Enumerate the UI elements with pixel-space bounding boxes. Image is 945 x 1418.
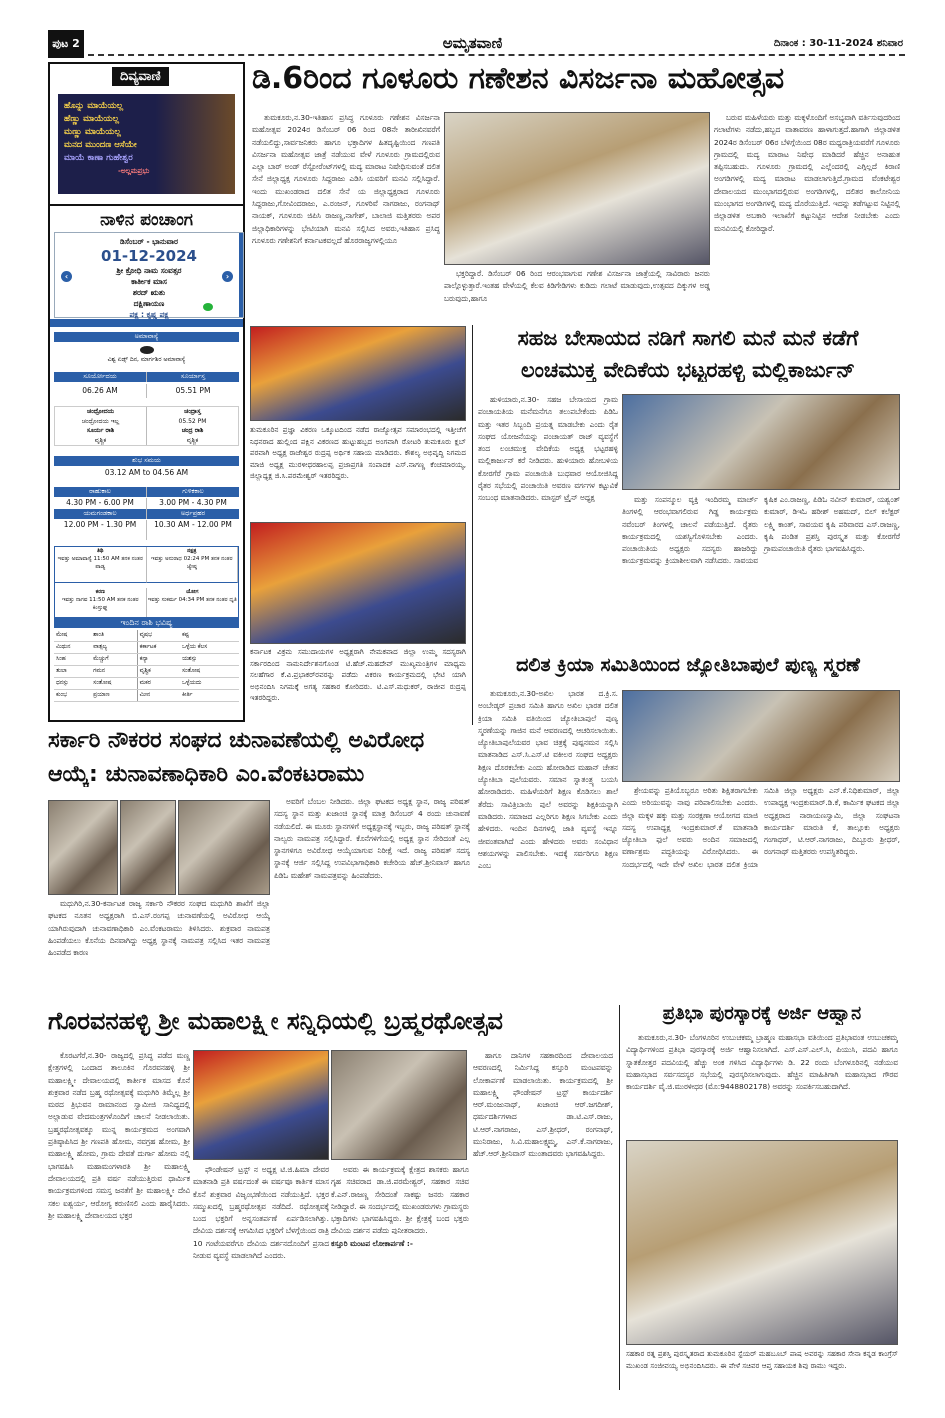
story5-text: ಫೌಂಡೇಷನ್ ಟ್ರಸ್ಟ್ ನ ಅಧ್ಯಕ್ಷ ಟಿ.ಜಿ.ಹಿಮಾ ದೇವರ ಮಾತನಾಡಿ ಪ್ರತಿ ವರ್ಷದಂತೆ ಈ ವರ್ಷವೂ ಕಾರ್ತಿಕ ಮಾಸ ಕೊನೆ ಶುಕ್ರವಾರ ವಿಜೃಂಭಣೆಯಿಂದ ನಡೆಯುತ್ತಿದೆ. ಭಕ್ತರ ಸಮ್ಮುಖದಲ್ಲಿ ಬ್ರಹ್ಮರಥೋತ್ಸವ ನಡೆದಿದೆ. ರಥೋತ್ಸವಕ್ಕೆ ಬಂದ ಭಕ್ತರಿಗೆ ಅನ್ನಸಂತರ್ಪಣೆ ಏರ್ಪಡಿಸಲಾಗಿತ್ತು. ದೇವಿಯ ದರ್ಶನಕ್ಕೆ ಆಗಮಿಸಿದ ಭಕ್ತರಿಗೆ ಬೆಳಗ್ಗೆಯಿಂದ ರಾತ್ರಿ 10 ಗಂಟೆಯವರೆಗೂ ದೇವಿಯ ದರ್ಶನದೊಂದಿಗೆ ಪ್ರಸಾದ ನೀಡುವ ವ್ಯವಸ್ಥೆ ಮಾಡಲಾಗಿದೆ ಎಂದರು. [193,1165,329,1261]
rashi-cell: ಸಂತೋಷ [180,666,239,678]
temple-photo [193,1050,329,1160]
shubha-label: ಶುಭ ಸಮಯ [132,456,161,464]
rashi-cell: ಗಮನ [91,666,137,678]
yoga: ಇವತ್ತು ಸುಕರ್ಮ 04:34 PM ತನಕ ನಂತರ ಧೃತಿ [147,597,237,603]
rashi-title: ಇಂದಿನ ರಾಶಿ ಭವಿಷ್ಯ [54,618,239,628]
column-rule [619,1005,620,1390]
rashi-row [54,654,239,666]
sunset-label: ಸೂರ್ಯಾಸ್ತ [180,372,206,380]
story4-col2 [274,796,470,1000]
rashi-table [54,630,239,702]
headline-dalita: ದಲಿತ ಕ್ರಿಯಾ ಸಮಿತಿಯಿಂದ ಜ್ಯೋತಿಬಾಪುಲೆ ಪುಣ್ಯ ಸ್ಮರಣೆ [516,655,860,676]
rashi-row [54,642,239,654]
ritu: ಶರದ್ ಋತು [132,288,166,297]
rashi-cell: ಒಳ್ಳೆಯದು [180,678,239,690]
award-photo [250,326,466,421]
headline-ganesha: ಡಿ.6ರಿಂದ ಗೂಳೂರು ಗಣೇಶನ ವಿಸರ್ಜನಾ ಮಹೋತ್ಸವ [252,62,785,96]
quote-line: ಹೊನ್ನು ಮಾಯೆಯಲ್ಲ [64,101,124,111]
story6-body [626,1032,898,1136]
rashi-cell: ಕರ್ಕಾಟಕ [137,642,180,654]
karana-label: ಕರಣ [95,589,105,595]
nakshatra-label: ನಕ್ಷತ್ರ [187,548,197,554]
tithi: ಇವತ್ತು ಅಮಾವಾಸ್ಯೆ 11:50 AM ತನಕ ನಂತರ ಪಾಡ್ಯ [57,556,143,570]
karana: ಇವತ್ತು ನಾಗವ 11:50 AM ತನಕ ನಂತರ ಕಿಂಸ್ತುಘ್ನ [61,597,139,611]
rahu-label: ರಾಹುಕಾಲ [54,487,147,497]
paksha: ಪಕ್ಷ : ಕೃಷ್ಣ ಪಕ್ಷ [129,310,169,319]
rahu-time: 4.30 PM - 6.00 PM [54,498,147,509]
headline-rathotsava: ಗೊರವನಹಳ್ಳಿ ಶ್ರೀ ಮಹಾಲಕ್ಷ್ಮೀ ಸನ್ನಿಧಿಯಲ್ಲಿ ಬ್ರಹ್ಮರಥೋತ್ಸವ [48,1008,503,1035]
story1-text: ತುಮಕೂರು,ನ.30-ಇತಿಹಾಸ ಪ್ರಸಿದ್ಧ ಗೂಳೂರು ಗಣೇಶನ ವಿಸರ್ಜನಾ ಮಹೋತ್ಸವ 2024ರ ಡಿಸೆಂಬರ್ 06 ರಿಂದ 08ನೇ ತಾರೀಖಿನವರೆಗೆ ನಡೆಯಲಿದ್ದು,ಸಾರ್ವಜನಿಕರು ಹಾಗೂ ಭಕ್ತಾದಿಗಳ ಹಿತದೃಷ್ಟಿಯಿಂದ ಗಣಪತಿ ವಿಸರ್ಜನಾ ಮಹೋತ್ಸವ ಜಾತ್ರೆ ನಡೆಯುವ ವೇಳೆ ಗೂಳೂರು ಗ್ರಾಮದಲ್ಲಿರುವ ಎಲ್ಲಾ ಬಾರ್ ಅಂಡ್ ರೆಸ್ಟೋರೆಂಟ್‌ಗಳಲ್ಲಿ ಮದ್ಯ ಮಾರಾಟ ನಿಷೇಧಿಸುವಂತೆ ದಲಿತ ಸೇನೆ ಜಿಲ್ಲಾಧ್ಯಕ್ಷ ಗೂಳೂರು ಸಿದ್ದರಾಜು ಎಡಿಸಿ ಯವರಿಗೆ ಮನವಿ ಸಲ್ಲಿಸಿದ್ದಾರೆ. ಇಂದು ಮುಖಂಡರಾದ ದಲಿತ ಸೇನೆ ಯ ಜಿಲ್ಲಾಧ್ಯಕ್ಷರಾದ ಗೂಳೂರು ಸಿದ್ದರಾಜು,ಗೋವಿಂದರಾಜು, ಎ.ರಂಜನ್, ಗೂಳರಿವೆ ನಾಗರಾಜು, ರಂಗನಾಥ್ ನಾಯಕ್, ಗೂಳೂರು ಜಿಪಿಸಿ ರಾಜಣ್ಣ,ನಾಗೇಶ್, ಬಾಲಾಜಿ ಮತ್ತಿತರರು ಅಪರ ಜಿಲ್ಲಾಧಿಕಾರಿಗಳನ್ನು ಭೇಟಿಯಾಗಿ ಮನವಿ ಸಲ್ಲಿಸಿದ ಅವರು,ಇತಿಹಾಸ ಪ್ರಸಿದ್ಧ ಗೂಳೂರು ಗಣೇಶನಿಗೆ ಕರ್ನಾಟಕವಲ್ಲದೆ ಹೊರರಾಜ್ಯಗಳಲ್ಲಿಯೂ [252,113,440,245]
story1-photo [444,112,710,265]
sunrise-time: 06.26 AM [54,384,147,398]
story4-text: ಅವರಿಗೆ ಬೆಂಬಲ ನೀಡಿದರು. ಜಿಲ್ಲಾ ಘಟಕದ ಅಧ್ಯಕ್ಷ ಸ್ಥಾನ, ರಾಜ್ಯ ಪರಿಷತ್ ಸದಸ್ಯ ಸ್ಥಾನ ಮತ್ತು ಖಜಾಂಚಿ ಸ್ಥಾನಕ್ಕೆ ಮಾತ್ರ ಡಿಸೆಂಬರ್ 4 ರಂದು ಚುನಾವಣೆ ನಡೆಯಲಿದೆ. ಈ ಮೂರು ಸ್ಥಾನಗಳಿಗೆ ಅಧ್ಯಕ್ಷಸ್ಥಾನಕ್ಕೆ ಇಬ್ಬರು, ರಾಜ್ಯ ಪರಿಷತ್ ಸ್ಥಾನಕ್ಕೆ ನಾಲ್ವರು ನಾಮಪತ್ರ ಸಲ್ಲಿಸಿದ್ದಾರೆ. ಕೊನೆಗಳಿಗೆಯಲ್ಲಿ ಅಧ್ಯಕ್ಷ ಸ್ಥಾನ ಸೇರಿದಂತೆ ಎಲ್ಲ ಸ್ಥಾನಗಳಿಗೂ ಅವಿರೋಧ ಆಯ್ಕೆಯಾಗುವ ನಿರೀಕ್ಷೆ ಇದೆ. ರಾಜ್ಯ ಪರಿಷತ್ ಸದಸ್ಯ ಸ್ಥಾನಕ್ಕೆ ಆರ್ಜಿ ಸಲ್ಲಿಸಿದ್ದ ಉಪವಿಭಾಗಾಧಿಕಾರಿ ಕಚೇರಿಯ ಹೆಚ್.ಶ್ರೀನಿವಾಸ್ ಹಾಗೂ ಪಿಡಿಓ ಮಹೇಶ್ ನಾಮಪತ್ರವನ್ನು ಹಿಂಪಡೆದರು. [274,797,470,880]
rashi-cell: ತುಲಾ [54,666,91,678]
yama-time: 12.00 PM - 1.30 PM [54,520,147,540]
panchanga-title: ನಾಳಿನ ಪಂಚಾಂಗ [50,204,243,230]
rathotsava-photo [331,1050,467,1160]
story4-text: ಮಧುಗಿರಿ,ನ.30-ಕರ್ನಾಟಕ ರಾಜ್ಯ ಸರ್ಕಾರಿ ನೌಕರರ ಸಂಘದ ಮಧುಗಿರಿ ಶಾಖೆಗೆ ಜಿಲ್ಲಾ ಘಟಕದ ನೂತನ ಅಧ್ಯಕ್ಷರಾಗಿ ಬಿ.ಎಸ್.ರಂಗಪ್ಪ ಚುನಾವಣೆಯಲ್ಲಿ ಅವಿರೋಧ ಆಯ್ಕೆ ಯಾಗಿರುವುದಾಗಿ ಚುನಾವಣಾಧಿಕಾರಿ ಎಂ.ವೆಂಕಟರಾಮು ತಿಳಿಸಿದರು. ಶುಕ್ರವಾರ ನಾಮಪತ್ರ ಹಿಂಪಡೆಯಲು ಕೊನೆಯ ದಿನವಾಗಿದ್ದು ಅಧ್ಯಕ್ಷ ಸ್ಥಾನಕ್ಕೆ ನಾಮಪತ್ರ ಸಲ್ಲಿಸಿದ ಇತರ ನಾಮಪತ್ರ ಹಿಂಪಡೆದ ಕಾರಣ [48,899,270,958]
shubha-value: 03.12 AM to 04.56 AM [104,468,189,477]
rashi-cell: ಒಳ್ಳೆಯ ಕೆಲಸ [180,642,239,654]
headline-election-2: ಆಯ್ಕೆ: ಚುನಾವಣಾಧಿಕಾರಿ ಎಂ.ವೆಂಕಟರಾಮು [48,762,365,787]
issue-date: ದಿನಾಂಕ : 30-11-2024 ಶನಿವಾರ [773,38,903,49]
chandra-rashi: ವೃಶ್ಚಿಕ [186,436,199,444]
moon-rashi-box [54,406,239,446]
surya-rashi-label: ಸೂರ್ಯ ರಾಶಿ [86,427,115,434]
rashi-cell: ಸಂತೋಷ [91,678,137,690]
sun-header [54,372,239,382]
rashi-cell: ಮಕರ [137,678,180,690]
ardhaprahara-label: ಅರ್ಧಪ್ರಹರ [180,509,206,517]
story5-text: ಹಾಗೂ ದಾನಿಗಳ ಸಹಕಾರದಿಂದ ದೇವಾಲಯದ ಆವರಣದಲ್ಲಿ ನಿರ್ಮಿಸಿದ್ದ ಕಸ್ತೂರಿ ಮಂಟಪವನ್ನು ಲೋಕಾರ್ಪಣೆ ಮಾಡಲಾಯಿತು. ಕಾರ್ಯಕ್ರಮದಲ್ಲಿ ಶ್ರೀ ಮಹಾಲಕ್ಷ್ಮಿ ಫೌಂಡೇಷನ್ ಟ್ರಸ್ಟ್ ಕಾರ್ಯದರ್ಶಿ ಆರ್.ಮಂಜುನಾಥ್, ಖಜಾಂಚಿ ಆರ್.ಜಗದೀಶ್, ಧರ್ಮದರ್ಶಿಗಳಾದ ಡಾ.ಟಿ.ಎಸ್.ರಾಜು, ಟಿ.ಆರ್.ನಾಗರಾಜು, ಎಸ್.ಶ್ರೀಧರ್, ರಂಗನಾಥ್, ಮುನಿರಾಜು, ಸಿ.ವಿ.ಮಹಾಲಕ್ಷ್ಮಮ್ಮ, ಎನ್.ಕೆ.ನಾಗರಾಜು, ಹೆಚ್.ಆರ್.ಶ್ರೀನಿವಾಸ್ ಮುಂತಾದವರು ಭಾಗವಹಿಸಿದ್ದರು. [473,1051,613,1159]
column-rule [472,325,473,725]
gulika-label: ಗುಳಿಕಕಾಲ [182,487,204,495]
story5-col4 [473,1050,613,1390]
story3-col1 [478,688,618,996]
rashi-cell: ಮೆಚ್ಚುಗೆ [91,654,137,666]
headline-sahaja-2: ಲಂಚಮುಕ್ತ ವೇದಿಕೆಯ ಭಟ್ಟರಹಳ್ಳಿ ಮಲ್ಲಿಕಾರ್ಜುನ್ [521,358,855,382]
moonset: 05.52 PM [178,417,207,425]
shubha-time [54,468,239,480]
story5-text: ಕೊರಟಗೆರೆ,ನ.30- ರಾಜ್ಯದಲ್ಲಿ ಪ್ರಸಿದ್ಧ ಪಡೆದ ಮಣ್ಣ ಕ್ಷೇತ್ರಗಳಲ್ಲಿ ಒಂದಾದ ತಾಲೂಕಿನ ಗೊರವನಹಳ್ಳಿ ಶ್ರೀ ಮಹಾಲಕ್ಷ್ಮೀ ದೇವಾಲಯದಲ್ಲಿ ಕಾರ್ತೀಕ ಮಾಸದ ಕೊನೆ ಶುಕ್ರವಾರ ನಡೆದ ಬ್ರಹ್ಮ ರಥೋತ್ಸವಕ್ಕೆ ಮಧುಗಿರಿ ತಿಮ್ಮೆಲ್ಲ ಶ್ರೀ ಮಠದ ತ್ರಿಭುವನ ರಾಮಾನಂದ ಸ್ವಾಮೀಜಿ ಸಾನಿಧ್ಯದಲ್ಲಿ ಅಲ್ಲಾಡುವ ವೇದಮಂತ್ರಗಳೊಂದಿಗೆ ಚಾಲನೆ ನೀಡಲಾಯಿತು. ಬ್ರಹ್ಮರಥೋತ್ಸವಕ್ಕೂ ಮುನ್ನ ಕಾರ್ಯಕ್ರಮದ ಅಂಗವಾಗಿ ಪ್ರತಿಷ್ಠಾಪಿಸಿದ ಶ್ರೀ ಗಣಪತಿ ಹೋಮ, ನವಗ್ರಹ ಹೋಮ, ಶ್ರೀ ಮಹಾಲಕ್ಷ್ಮಿ ಹೋಮ, ಗ್ರಾಮ ದೇವತೆ ದುರ್ಗಾ ಹೋಮ ನಲ್ಲಿ ಭಾಗವಹಿಸಿ ಮಹಾಮಂಗಳಾರತಿ ಶ್ರೀ ಮಹಾಲಕ್ಷ್ಮಿ ದೇವಾಲಯದಲ್ಲಿ ಪ್ರತಿ ವರ್ಷ ನಡೆಯುತ್ತಿರುವ ಧಾರ್ಮಿಕ ಕಾರ್ಯಕ್ರಮಗಳಿಂದ ಸಮಸ್ತ ಜನತೆಗೆ ಶ್ರೀ ಮಹಾಲಕ್ಷ್ಮೀ ದೇವಿ ಸಕಲ ಐಶ್ವರ್ಯ, ಆರೋಗ್ಯ ಕರುಣಿಸಲಿ ಎಂದು ಹಾರೈಸಿದರು. ಶ್ರೀ ಮಹಾಲಕ್ಷ್ಮಿ ದೇವಾಲಯದ ಭಕ್ತರ [48,1051,190,1220]
quote-line: ಹೆಣ್ಣು ಮಾಯೆಯಲ್ಲ [64,114,119,124]
story4-col1 [48,898,270,1000]
rashi-row [54,630,239,642]
sunset-time: 05.51 PM [175,386,211,395]
quote-author: -ಅಲ್ಲಮಪ್ರಭು [118,167,150,175]
panchanga-date: 01-12-2024 [101,247,197,265]
rashi-cell: ಶಾಂತಿ [91,630,137,642]
rashi-cell: ಸಿಂಹ [54,654,91,666]
samvatsara: ಶ್ರೀ ಕ್ರೋಧಿ ನಾಮ ಸಂವತ್ಸರ [116,266,182,275]
portrait-photo-1 [48,800,118,895]
rashi-row [54,678,239,690]
amavasya-label: ಅಮಾವಾಸ್ಯೆ [134,332,159,340]
story2-photo [622,394,900,490]
story3-text: ಶ್ರೇಯವನ್ನು ಪ್ರತಿಯೊಬ್ಬರೂ ಅರಿತು ಶಿಕ್ಷಿತರಾಗಬೇಕು ಎಂದು ಅರಿಯುವನ್ನು ನಾವು ಪರಿಪಾಲಿಸಬೇಕು ಎಂದರು. ಜಿಲ್ಲಾ ಮಕ್ಕಳ ಹಕ್ಕು ಮತ್ತು ಸಂರಕ್ಷಣಾ ಆಯೋಗದ ಮಾಜಿ ಸದಸ್ಯ ಉಪಾಧ್ಯಕ್ಷ ಇಂದ್ರಕುಮಾರ್.ಕೆ ಮಾತನಾಡಿ ಜ್ಯೋತಿಬಾ ಫುಲೆ ಅವರು ಅಂದಿನ ಸಮಾಜದಲ್ಲಿ ವರ್ಣಾಶ್ರಮ ಪದ್ಧತಿಯನ್ನು ವಿರೋಧಿಸಿದರು. ಈ ಸಂದರ್ಭದಲ್ಲಿ ಇದೇ ವೇಳೆ ಅಖಿಲ ಭಾರತ ದಲಿತ ಕ್ರಿಯಾ ಸಮಿತಿ ಜಿಲ್ಲಾ ಅಧ್ಯಕ್ಷರು ಎನ್.ಕೆ.ನಿಧಿಕುಮಾರ್, ಜಿಲ್ಲಾ ಉಪಾಧ್ಯಕ್ಷ ಇಂದ್ರಕುಮಾರ್.ಡಿ.ಕೆ, ಕಾರ್ಮಿಕ ಘಟಕದ ಜಿಲ್ಲಾ ಅಧ್ಯಕ್ಷರಾದ ನಾರಾಯಣಸ್ವಾಮಿ, ಜಿಲ್ಲಾ ಸಂಘಟನಾ ಕಾರ್ಯದರ್ಶಿ ಮಾರುತಿ ಕೆ, ತಾಲ್ಲೂಕು ಅಧ್ಯಕ್ಷರು ಗಂಗಾಧರ್, ಟಿ.ಆರ್.ನಾಗರಾಜು, ದಿಬ್ಬೂರು ಶ್ರೀಧರ್, ರಂಗನಾಥ್ ಮತ್ತಿತರರು ಉಪಸ್ಥಿತರಿದ್ದರು. [622,786,900,869]
award-photo-caption: ತುಮಕೂರಿನ ಪ್ರಜ್ಞಾ ವಿಕರಣ ಒಕ್ಕೂಟದಿಂದ ನಡೆದ ರಾಜ್ಯೋತ್ಸವ ಸಮಾರಂಭದಲ್ಲಿ ಇತ್ತೀಚೆಗೆ ನಿಧನರಾದ ಹುಲ್ಲಿಂದ ಪಕ್ಷಿನ ವಿಕರಣದ ಹುಟ್ಟುಹಬ್ಬದ ಅಂಗವಾಗಿ ರೋಟರಿ ತುಮಕೂರು ಕ್ಲಬ್ ಪರವಾಗಿ ಅಧ್ಯಕ್ಷ ರಾಜೇಶ್ವರ ರುದ್ರಪ್ಪ ಅರ್ಥಿಕ ಸಹಾಯ ಮಾಡಿದರು. ಕೌಶಲ್ಯ ಅಭಿವೃದ್ಧಿ ನಿಗಮದ ಮಾಜಿ ಅಧ್ಯಕ್ಷ ಮುರಳೀಧರಹಾಲಪ್ಪ ಪ್ರಜಾಪ್ರಗತಿ ಸಂಪಾದಕ ಎಸ್.ನಾಗಣ್ಣ ಕೆಂಚಮಾರಯ್ಯ, ಜಿಲ್ಲಾಧ್ಯಕ್ಷ ಜಿ.ಸಿ.ಪರಮೇಶ್ವರ್ ಇತರರಿದ್ದರು. [250,425,466,480]
rashi-cell: ಯಶಸ್ಸು [180,654,239,666]
month-day: ಡಿಸೆಂಬರ್ - ಭಾನುವಾರ [120,237,178,246]
story6-text: ತುಮಕೂರು,ನ.30- ಬೆಂಗಳೂರಿನ ಉಬುಚಕಮ್ಮ ಬ್ರಾಹ್ಮಣ ಮಹಾಸಭಾ ವತಿಯಿಂದ ಪ್ರತಿಭಾವಂತ ಉಬುಚಕಮ್ಮ ವಿದ್ಯಾರ್ಥಿಗಳಿಂದ ಪ್ರತಿಭಾ ಪುರಸ್ಕಾರಕ್ಕೆ ಅರ್ಜಿ ಆಹ್ವಾನಿಸಲಾಗಿದೆ. ಎಸ್.ಎಸ್.ಎಲ್.ಸಿ, ಪಿಯುಸಿ, ಪದವಿ ಹಾಗೂ ಸ್ನಾತಕೋತ್ತರ ಪದವಿಯಲ್ಲಿ ಹೆಚ್ಚು ಅಂಕ ಗಳಿಸಿದ ವಿದ್ಯಾರ್ಥಿಗಳು ಡಿ. 22 ರಂದು ಬೆಂಗಳೂರಿನಲ್ಲಿ ನಡೆಯುವ ಮಹಾಸಭಾದ ಸರ್ವಸದಸ್ಯರ ಸಭೆಯಲ್ಲಿ ಪುರಸ್ಕರಿಸಲಾಗುವುದು. ಹೆಚ್ಚಿನ ಮಾಹಿತಿಗಾಗಿ ಮಹಾಸಭಾದ ಗೌರವ ಕಾರ್ಯದರ್ಶಿ ವೈ.ಜಿ.ಮುರಳೀಧರ (ಮೊ:9448802178) ಅವರನ್ನು ಸಂಪರ್ಕಿಸಬಹುದಾಗಿದೆ. [626,1033,898,1092]
ayana: ದಕ್ಷಿಣಾಯಣ [133,299,165,308]
rashi-cell: ವಾತ್ಸಲ್ಯ [91,642,137,654]
chandra-rashi-label: ಚಂದ್ರ ರಾಶಿ [181,427,204,434]
story1-col2 [444,268,710,318]
rashi-row [54,690,239,702]
kala-times [54,498,239,509]
quote-line: ಮನದ ಮುಂದಣ ಆಸೆಯೇ [64,140,137,150]
story5-col2 [193,1164,329,1390]
rashi-cell: ಧನಸ್ಸು [54,678,91,690]
amavasya-text: ವಿಶ್ವ ಏಡ್ಸ್ ದಿನ, ಮಾರ್ಗಶಿರ ಅಮಾವಾಸ್ಯೆ [107,356,186,363]
masa: ಕಾರ್ತೀಕ ಮಾಸ [131,277,167,286]
moonset-label: ಚಂದ್ರಾಸ್ತ [184,408,201,415]
moonrise: ಚಂದ್ರೋದಯ ಇಲ್ಲ [81,417,120,425]
story1-text: ಬರುವ ಮಹಿಳೆಯರು ಮತ್ತು ಮಕ್ಕಳೊಂದಿಗೆ ಅಸಭ್ಯವಾಗಿ ವರ್ತಿಸುವುದರಿಂದ ಗಲಾಟೆಗಳು ನಡೆದು,ಹಬ್ಬದ ವಾತಾವರಣ ಹಾಳಾಗುತ್ತದೆ.ಹಾಗಾಗಿ ಜಿಲ್ಲಾಡಳಿತ 2024ರ ಡಿಸೆಂಬರ್ 06ರ ಬೆಳಿಗ್ಗೆಯಿಂದ 08ರ ಮಧ್ಯರಾತ್ರಿಯವರೆಗೆ ಗೂಳೂರು ಗ್ರಾಮದಲ್ಲಿ ಮದ್ಯ ಮಾರಾಟ ನಿಷೇಧ ಮಾಡಿದರೆ ಹೆಚ್ಚಿನ ಅನಾಹುತ ತಪ್ಪಿಸಬಹುದು. ಗೂಳೂರು ಗ್ರಾಮದಲ್ಲಿ ಎಲ್ಲೆಂದರಲ್ಲಿ ಎಗ್ಗಿಲ್ಲದೆ ಕಿರಾಣಿ ಅಂಗಡಿಗಳಲ್ಲಿ ಮದ್ಯ ಮಾರಾಟ ಮಾಡಲಾಗುತ್ತಿದೆ.ಗ್ರಾಮದ ವೆಂಕಟೇಶ್ವರ ದೇವಾಲಯದ ಮುಂಭಾಗದಲ್ಲಿರುವ ಅಂಗಡಿಗಳಲ್ಲಿ, ದಲಿತರ ಕಾಲೋನಿಯ ಮುಂಭಾಗದ ಅಂಗಡಿಗಳಲ್ಲಿ ಮದ್ಯ ದೊರೆಯುತ್ತಿದೆ. ಇದನ್ನು ತಡೆಗಟ್ಟುವ ನಿಟ್ಟಿನಲ್ಲಿ ಜಿಲ್ಲಾಡಳಿತ ಅಬಕಾರಿ ಇಲಾಖೆಗೆ ಕಟ್ಟುನಿಟ್ಟಿನ ಆದೇಶ ನೀಡಬೇಕು ಎಂದು ಮನವಿಯಲ್ಲಿ ಕೋರಿದ್ದಾರೆ. [714,113,900,233]
felicitation-photo [250,522,466,644]
rashi-cell: ಪ್ರಯಾಣ [91,690,137,702]
story2-text: ಹುಳಿಯಾರು,ನ.30- ಸಹಜ ಬೇಸಾಯದ ಗ್ರಾಮ ಪಂಚಾಯತಿಯ ಮನೆಮನೆಗೂ ತಲುಪಬೇಕೆಂದು ಪಿಡಿಓ ಮತ್ತು ಇತರ ಸಿಬ್ಬಂದಿ ಪ್ರಯತ್ನ ಮಾಡಬೇಕು ಎಂದು ರೈತ ಸಂಘದ ಯೋಜನೆಯನ್ನು ಪಂಚಾಯತ್ ರಾಜ್ ವ್ಯವಸ್ಥೆಗೆ ತಂದ ಲಂಚಮುಕ್ತ ವೇದಿಕೆಯ ಅಧ್ಯಕ್ಷ ಭಟ್ಟರಹಳ್ಳಿ ಮಲ್ಲಿಕಾರ್ಜುನ್ ಕರೆ ನೀಡಿದರು. ಹುಳಿಯಾರು ಹೋಬಳಿಯ ಕೋರಗೆರೆ ಗ್ರಾಮ ಪಂಚಾಯಿತಿ ಬುಧವಾರ ಆಯೋಜಿಸಿದ್ದ ರೈತರ ಸಭೆಯಲ್ಲಿ ಪಂಚಾಯಿತಿ ಅವರಣ ವರ್ಗಗಳ ಕಟ್ಟುವಿಕೆ ಸಂಬಂಧ ಮಾತನಾಡಿದರು. ಮಾಸ್ಟರ್ ಟ್ರೈನ್ ಅಧ್ಯಕ್ಷ [478,395,618,503]
rashi-cell: ಮಿಥುನ [54,642,91,654]
rashi-cell: ಕೀರ್ತಿ [180,690,239,702]
quote-line: ಮಾಯೆ ಕಾಣಾ ಗುಹೇಶ್ವರ [64,153,133,163]
rashi-cell: ಕನ್ಯಾ [137,654,180,666]
prev-date-icon[interactable]: ‹ [61,271,72,282]
nakshatra: ಇವತ್ತು ಅನುರಾಧ 02:24 PM ತನಕ ನಂತರ ಜ್ಯೇಷ್ಠ [151,556,233,570]
divyavani-title: ದಿವ್ಯವಾಣಿ [112,67,169,86]
rashi-row [54,666,239,678]
yama-times [54,520,239,540]
story2-col1 [478,394,618,650]
rashi-cell: ಕುಂಭ [54,690,91,702]
amavasya-header [54,332,239,342]
rashi-cell: ಮೀನ [137,690,180,702]
header-divider [88,54,905,56]
story3-photo [622,690,900,782]
story3-col2 [622,785,900,995]
award-handover-photo [626,1140,898,1345]
ardhaprahara-time: 10.30 AM - 12.00 PM [154,520,232,529]
story2-text: ಮತ್ತು ಸಂಪನ್ಮೂಲ ವ್ಯಕ್ತಿ ಇಂದಿರಮ್ಮ ಮಾರ್ಚ್ ತಿಂಗಳಲ್ಲಿ ಆರಂಭವಾಗಲಿರುವ ಗಿಡ್ಡ ಕಾರ್ಯಕ್ರಮ ನವೆಂಬರ್ ತಿಂಗಳಲ್ಲಿ ಚಾಲನೆ ಪಡೆಯುತ್ತಿದೆ. ರೈತರು ಕಾರ್ಯಕ್ರಮದಲ್ಲಿ ಯಶಸ್ವಿಗೊಳಿಸಬೇಕು ಎಂದರು. ಪಂಚಾಯಿತಿಯ ಅಧ್ಯಕ್ಷರು ಸದಸ್ಯರು ಹಾಜರಿದ್ದು ಕಾರ್ಯಕ್ರಮವನ್ನು ಕ್ರಿಯಾಶೀಲವಾಗಿ ನಡೆಸಿದರು. ಸಾವಯವ ಕೃಷಿಕ ಎಂ.ರಾಜಣ್ಣ, ಪಿಡಿಓ ನವೀನ್ ಕುಮಾರ್, ಯಶ್ವಂತ್ ಕುಮಾರ್, ಡಿಇಓ ಹರೀಶ್ ಅಹಮದ್, ಬಿಲ್ ಕಲೆಕ್ಟರ್ ಲಕ್ಷ್ಮಿ ಕಾಂತ್, ಸಾವಯವ ಕೃಷಿ ಪರಿವಾರದ ಎಸ್.ರಾಜಣ್ಣ, ಕೃಷಿ ಪಂಡಿತ ಪ್ರಶಸ್ತಿ ಪುರಸ್ಕೃತ ಮತ್ತು ಕೋರಗೆರೆ ಗ್ರಾಮಪಂಚಾಯಿತಿ ರೈತರು ಭಾಗವಹಿಸಿದ್ದರು. [622,495,900,566]
rashi-cell: ವೃಶ್ಚಿಕ [137,666,180,678]
surya-rashi: ವೃಶ್ಚಿಕ [94,436,107,444]
rashi-cell: ಮೇಷ [54,630,91,642]
yama-header [54,509,239,519]
story1-text: ಭಕ್ತರಿದ್ದಾರೆ. ಡಿಸೆಂಬರ್ 06 ರಿಂದ ಆರಂಭವಾಗುವ ಗಣೇಶ ವಿಸರ್ಜನಾ ಜಾತ್ರೆಯಲ್ಲಿ ಸಾವಿರಾರು ಜನರು ಪಾಲ್ಗೊಳ್ಳುತ್ತಾರೆ.ಇಂತಹ ವೇಳೆಯಲ್ಲಿ ಕೆಲವ ಕಿಡಿಗೇಡಿಗಳು ಕುಡಿದು ಗಲಾಟೆ ಮಾಡುವುದು,ಉತ್ಸವದ ದಿಕ್ಕುಗಳ ಅಡ್ಡ ಬರುವುದು,ಹಾಗೂ [444,269,710,303]
story5-col1 [48,1050,190,1390]
tithi-label: ತಿಥಿ [97,548,104,554]
new-moon-icon [140,346,154,354]
whatsapp-icon[interactable] [203,303,213,311]
story2-col2 [622,494,900,650]
story5-text: ಅವರು ಈ ಕಾರ್ಯಕ್ರಮಕ್ಕೆ ಕ್ಷೇತ್ರದ ಶಾಸಕರು ಹಾಗೂ ಗೃಹ ಸಚಿವರಾದ ಡಾ.ಜಿ.ಪರಮೇಶ್ವರ್, ಸಹಕಾರ ಸಚಿವ ಕೆ.ಎನ್.ರಾಜಣ್ಣ ಸೇರಿದಂತೆ ಸಾಕಷ್ಟು ಜನರು ಸಹಕಾರ ನೀಡಿದ್ದಾರೆ. ಈ ಸಂದರ್ಭದಲ್ಲಿ ಮುಖಂಡರುಗಳು ಗ್ರಾಮಸ್ಥರು ಭಕ್ತಾದಿಗಳು ಭಾಗವಹಿಸಿದ್ದರು. ಶ್ರೀ ಕ್ಷೇತ್ರಕ್ಕೆ ಬಂದ ಭಕ್ತರು ದೇವಿಯ ದರ್ಶನ ಪಡೆದು ಪುನೀತರಾದರು. [331,1165,469,1236]
page-number-badge: ಪುಟ 2 [48,30,84,58]
shubha-header [54,456,239,466]
moonrise-label: ಚಂದ್ರೋದಯ [87,408,114,415]
felicitation-photo-caption: ಕರ್ನಾಟಕ ವಿಕ್ರಮ ಸಮುದಾಯಗಳ ಅಧ್ಯಕ್ಷರಾಗಿ ನೇಮಕವಾದ ಜಿಲ್ಲಾ ಉಮ್ಮ ಸದಸ್ಯರಾಗಿ ಸರ್ಕಾರದಿಂದ ನಾಮನಿರ್ದೇಶನಗೊಂಡ ಟಿ.ಹೆಚ್.ಮಹದೇವ್ ಮುಖ್ಯಮಂತ್ರಿಗಳ ಮಾಧ್ಯಮ ಸಲಹೆಗಾರ ಕೆ.ವಿ.ಪ್ರಭಾಕರ್‌ರವರನ್ನು ಪಡೆದು ವಿಕರಣ ಕಾರ್ಯಕ್ರಮದಲ್ಲಿ ಭೇಟಿ ಯಾಗಿ ಅಭಿನಂದಿಸಿ ನಿಗಮಕ್ಕೆ ಅಗತ್ಯ ಸಹಕಾರ ಕೋರಿದರು. ಟಿ.ಎಸ್.ಮಧುಕರ್, ರಾಜೀವ ರುದ್ರಪ್ಪ ಇತರರಿದ್ದರು. [250,647,466,702]
story1-col3 [714,112,900,318]
panchanga-date-card [54,232,244,318]
rashi-cell: ಕಷ್ಟ [180,630,239,642]
story3-text: ತುಮಕೂರು,ನ.30-ಅಖಿಲ ಭಾರತ ದ.ಕ್ರಿ.ಸ. ಅಂಬೇಡ್ಕರ್ ಪ್ರಚಾರ ಸಮಿತಿ ಹಾಗೂ ಅಖಿಲ ಭಾರತ ದಲಿತ ಕ್ರಿಯಾ ಸಮಿತಿ ವತಿಯಿಂದ ಜ್ಯೋತಿಬಾಪುಲೆ ಪುಣ್ಯ ಸ್ಮರಣೆಯನ್ನು ಗಾಜಿನ ಮನೆ ಆವರಣದಲ್ಲಿ ಆಚರಿಸಲಾಯಿತು. ಜ್ಯೋತಿಬಾಪುಲೆಯವರ ಭಾವ ಚಿತ್ರಕ್ಕೆ ಪುಷ್ಪನಮನ ಸಲ್ಲಿಸಿ ಮಾತನಾಡಿದ ಎಸ್.ಸಿ.ಎಸ್.ಟಿ ವಕೀಲರ ಸಂಘದ ಅಧ್ಯಕ್ಷರು ಶಿಕ್ಷಣ ದೊರಕಬೇಕು ಎಂದು ಹೋರಾಡಿದ ಮಹಾನ್ ಚೇತನ ಜ್ಯೋತಿಬಾ ಪುಲೆಯವರು. ಸಮಾನ ಸ್ವಾತಂತ್ರ್ಯ ಬಯಸಿ ಹೋರಾಡಿದರು. ಮಹಿಳೆಯರಿಗೆ ಶಿಕ್ಷಣ ಕೊಡಿಸಲು ಶಾಲೆ ತೆರೆದು ಸಾವಿತ್ರಿಬಾಯಿ ಪುಲೆ ಅವರನ್ನು ಶಿಕ್ಷಕಿಯನ್ನಾಗಿ ಮಾಡಿದರು. ಸಮಾಜದ ಎಲ್ಲರಿಗೂ ಶಿಕ್ಷಣ ಸಿಗಬೇಕು ಎಂದು ಹೇಳಿದರು. ಇಂದಿನ ದಿನಗಳಲ್ಲಿ ಜಾತಿ ವ್ಯವಸ್ಥೆ ಇನ್ನೂ ಜೀವಂತವಾಗಿದೆ ಎಂದು ಹೇಳಿದರು ಅವರು ಸಂವಿಧಾನ ಆಶಯಗಳನ್ನು ಪಾಲಿಸಬೇಕು. ಇದಕ್ಕೆ ಸರ್ವರಿಗೂ ಶಿಕ್ಷಣ ಎಂಬ [478,689,618,871]
divyavani-quote-image [58,94,235,194]
story5-col3 [331,1164,469,1390]
headline-sahaja-1: ಸಹಜ ಬೇಸಾಯದ ನಡಿಗೆ ಸಾಗಲಿ ಮನೆ ಮನೆ ಕಡೆಗೆ [517,326,859,350]
headline-election-1: ಸರ್ಕಾರಿ ನೌಕರರ ಸಂಘದ ಚುನಾವಣೆಯಲ್ಲಿ ಅವಿರೋಧ [48,728,425,753]
portrait-photo-2 [120,800,176,895]
headline-pratibha: ಪ್ರತಿಭಾ ಪುರಸ್ಕಾರಕ್ಕೆ ಅರ್ಜಿ ಆಹ್ವಾನ [662,1004,862,1024]
story1-col1 [252,112,440,318]
amavasya-box [54,344,239,366]
rashi-cell: ವೃಷಭ [137,630,180,642]
sun-times [54,384,239,398]
gulika-time: 3.00 PM - 4.30 PM [159,498,227,507]
kala-header [54,487,239,497]
yoga-label: ಯೋಗ [186,589,199,595]
tithi-grid [54,546,239,618]
left-sidebar [48,62,245,722]
panchanga-band [50,319,243,327]
yama-label: ಯಮಗಂಡಕಾಲ [54,509,147,519]
portrait-photo-3 [178,800,270,895]
sunrise-label: ಸೂರ್ಯೋದಯ [54,372,147,382]
quote-line: ಮಣ್ಣು ಮಾಯೆಯಲ್ಲ [64,127,121,137]
subheading-kasturi: ಕಸ್ತೂರಿ ಮಂಟಪ ಲೋಕಾರ್ಪಣೆ :- [331,1238,413,1248]
next-date-icon[interactable]: › [222,271,233,282]
masthead: ಅಮೃತವಾಣಿ [442,34,503,52]
award-handover-caption: ಸಹಕಾರ ರತ್ನ ಪ್ರಶಸ್ತಿ ಪುರಸ್ಕೃತರಾದ ತುಮಕೂರಿನ ಸ್ಟೆಯರ್ ಮಹಬೂಬ್ ಪಾಷ ಅವರನ್ನು ಸಹಕಾರ ಸೇನಾ ಕನ್ನಡ ಕಾಂಗ್ರೆಸ್ ಮುಖಂಡ ಸಂಜೀವಯ್ಯ ಅಭಿನಂದಿಸಿದರು. ಈ ವೇಳೆ ಸಚಿವರ ಆಪ್ತ ಸಹಾಯಕ ಶಿವು ರಾಮು ಇದ್ದರು. [626,1349,898,1370]
